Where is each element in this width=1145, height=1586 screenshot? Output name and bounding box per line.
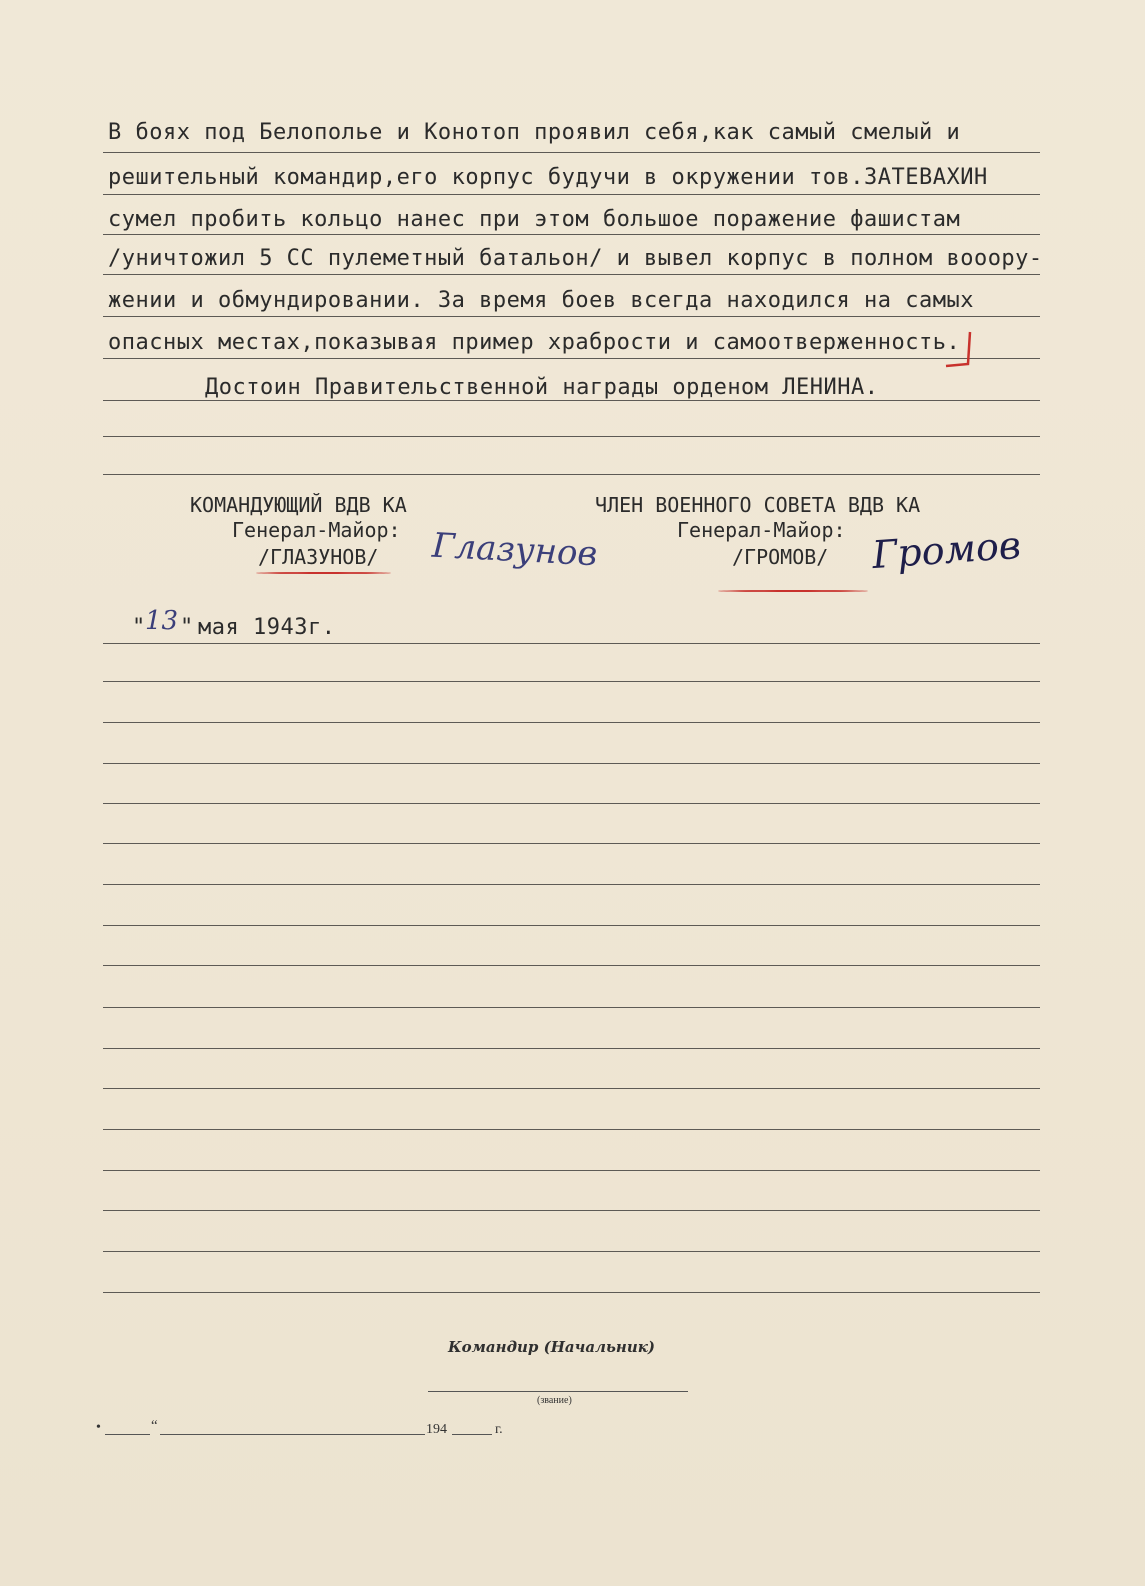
footer-month-blank (160, 1434, 425, 1435)
ruled-line (103, 643, 1040, 644)
ruled-line (103, 763, 1040, 764)
footer-year-suffix: г. (495, 1422, 503, 1437)
ruled-line (103, 681, 1040, 682)
left-signatory-rank: Генерал-Майор: (232, 518, 401, 542)
footer-quote: “ (151, 1418, 158, 1434)
ruled-line (103, 803, 1040, 804)
body-line-3: сумел пробить кольцо нанес при этом большое поражение фашистам (108, 207, 961, 232)
ruled-line (103, 152, 1040, 153)
body-line-6: опасных местах,показывая пример храбрости и самоотверженность. (108, 330, 961, 355)
right-signatory-rank: Генерал-Майор: (677, 518, 846, 542)
left-signatory-name: /ГЛАЗУНОВ/ (258, 545, 379, 569)
ruled-line (103, 1292, 1040, 1293)
date-close-quote: " (180, 615, 194, 640)
footer-day-blank (105, 1434, 150, 1435)
ruled-line (103, 1210, 1040, 1211)
ruled-line (103, 274, 1040, 275)
ruled-line (103, 234, 1040, 235)
left-name-red-underline (256, 572, 391, 574)
ruled-line (103, 1170, 1040, 1171)
body-line-2: решительный командир,его корпус будучи в окружении тов.ЗАТЕВАХИН (108, 165, 988, 190)
rank-label: (звание) (537, 1395, 572, 1406)
date-open-quote: " (132, 615, 146, 640)
ruled-line (103, 316, 1040, 317)
right-handwritten-signature: Громов (870, 522, 1023, 578)
rank-blank-line (428, 1391, 688, 1392)
ruled-line (103, 1088, 1040, 1089)
ruled-line (103, 436, 1040, 437)
date-day-handwritten: 13 (145, 606, 179, 636)
ruled-line (103, 884, 1040, 885)
date-rest: мая 1943г. (198, 615, 336, 640)
right-name-red-underline (718, 590, 868, 592)
ruled-line (103, 925, 1040, 926)
ruled-line (103, 965, 1040, 966)
ruled-line (103, 1048, 1040, 1049)
ruled-line (103, 843, 1040, 844)
body-line-5: жении и обмундировании. За время боев всегда находился на самых (108, 288, 974, 313)
ruled-line (103, 722, 1040, 723)
ruled-line (103, 1129, 1040, 1130)
footer-year-blank (452, 1434, 492, 1435)
red-check-mark (940, 328, 980, 372)
right-signatory-title: ЧЛЕН ВОЕННОГО СОВЕТА ВДВ КА (595, 493, 921, 517)
award-line: Достоин Правительственной награды орденом ЛЕНИНА. (205, 375, 879, 400)
footer-year-prefix: 194 (426, 1422, 447, 1437)
right-signatory-name: /ГРОМОВ/ (732, 545, 829, 569)
ruled-line (103, 474, 1040, 475)
ruled-line (103, 358, 1040, 359)
ruled-line (103, 1251, 1040, 1252)
ruled-line (103, 1007, 1040, 1008)
commander-label: Командир (Начальник) (448, 1338, 656, 1356)
left-handwritten-signature: Глазунов (431, 525, 599, 575)
left-signatory-title: КОМАНДУЮЩИЙ ВДВ КА (190, 493, 407, 517)
ruled-line (103, 400, 1040, 401)
footer-date-marker: • (96, 1420, 101, 1435)
body-line-1: В боях под Белополье и Конотоп проявил себя,как самый смелый и (108, 120, 961, 145)
body-line-4: /уничтожил 5 СС пулеметный батальон/ и вывел корпус в полном вооору- (108, 246, 1043, 271)
ruled-line (103, 194, 1040, 195)
